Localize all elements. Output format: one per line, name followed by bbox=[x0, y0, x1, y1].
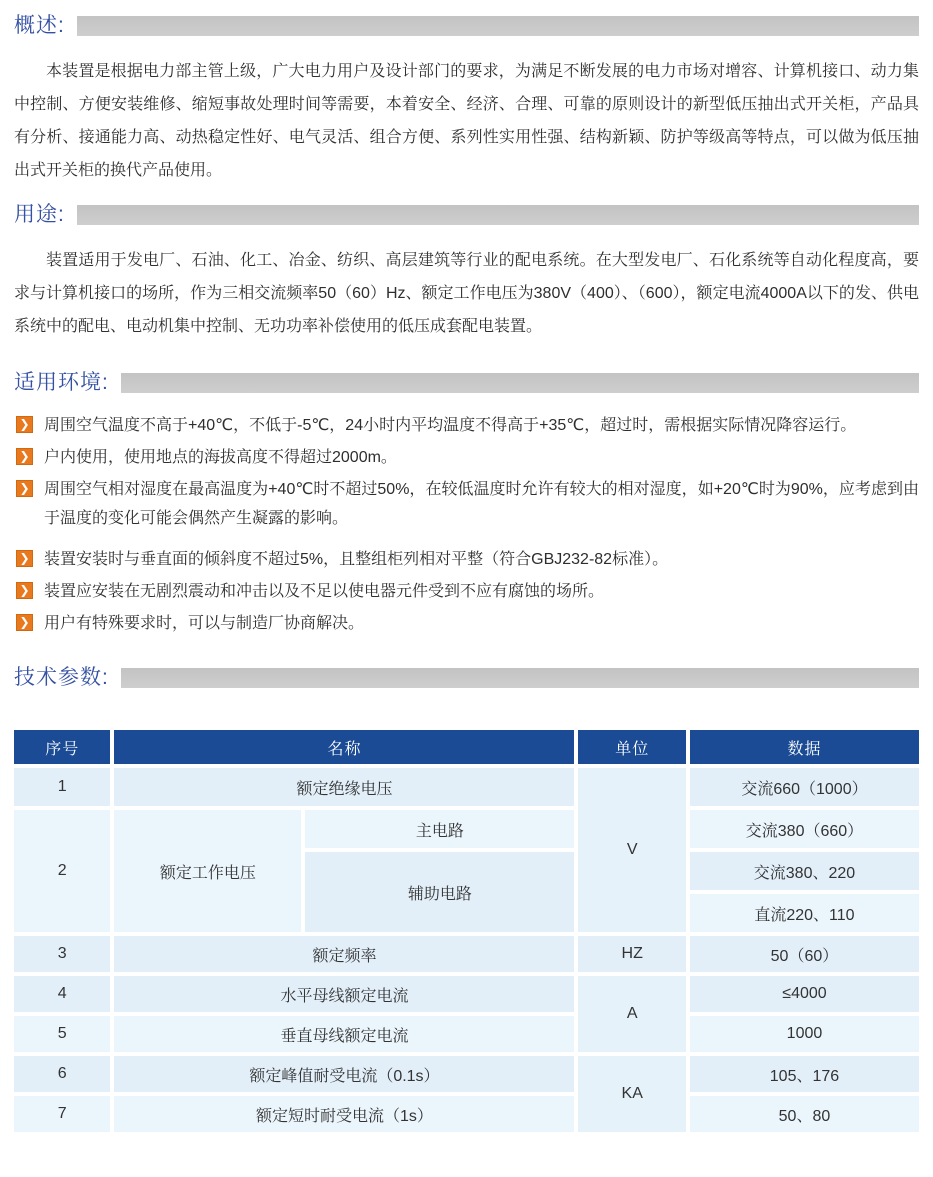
table-row bbox=[14, 1056, 919, 1092]
section-tech-params bbox=[14, 664, 919, 1136]
overview-paragraph: 本装置是根据电力部主管上级，广大电力用户及设计部门的要求，为满足不断发展的电力市场对增容、计算机接口、动力集中控制、方便安装维修、缩短事故处理时间等需要，本着安全、经济、合理、可靠的原则设计的新型低压抽出式开关柜，产品具有分析、接通能力高、动热稳定性好、电气灵活、组合方便、系列性实用性强、结构新颖、防护等级高等特点，可以做为低压抽出式开关柜的换代产品使用。 bbox=[14, 63, 919, 179]
table-header-row bbox=[14, 730, 919, 764]
cell-data: 交流380（660） bbox=[690, 810, 919, 848]
cell-name: 水平母线额定电流 bbox=[114, 976, 574, 1012]
chevron-right-icon: ❯ bbox=[16, 582, 33, 599]
usage-paragraph: 装置适用于发电厂、石油、化工、冶金、纺织、高层建筑等行业的配电系统。在大型发电厂、石化系统等自动化程度高，要求与计算机接口的场所，作为三相交流频率50（60）Hz、额定工作电压为380V（400）、（600），额定电流4000A以下的发、供电系统中的配电、电动机集中控制、无功功率补偿使用的低压成套配电装置。 bbox=[14, 252, 919, 335]
cell-data: ≤4000 bbox=[690, 976, 919, 1012]
environment-item-text: 用户有特殊要求时，可以与制造厂协商解决。 bbox=[44, 615, 365, 632]
section-tech-params-header bbox=[14, 664, 919, 692]
cell-name: 额定短时耐受电流（1s） bbox=[114, 1096, 574, 1132]
section-title-bar bbox=[121, 373, 919, 393]
section-overview-header bbox=[14, 12, 919, 40]
cell-name: 额定绝缘电压 bbox=[114, 768, 574, 806]
tech-params-table-wrap bbox=[10, 726, 923, 1136]
cell-data: 1000 bbox=[690, 1016, 919, 1052]
cell-name: 垂直母线额定电流 bbox=[114, 1016, 574, 1052]
cell-name: 额定频率 bbox=[114, 936, 574, 972]
chevron-right-icon: ❯ bbox=[16, 480, 33, 497]
chevron-right-icon: ❯ bbox=[16, 448, 33, 465]
cell-data: 交流380、220 bbox=[690, 852, 919, 890]
cell-subname: 主电路 bbox=[305, 810, 574, 848]
chevron-right-icon: ❯ bbox=[16, 614, 33, 631]
list-item bbox=[14, 609, 919, 638]
col-header-name: 名称 bbox=[114, 730, 574, 764]
section-usage bbox=[14, 201, 919, 343]
cell-unit: A bbox=[578, 976, 685, 1052]
section-title-bar bbox=[77, 205, 919, 225]
col-header-no: 序号 bbox=[14, 730, 110, 764]
section-title-tech-params: 技术参数: bbox=[14, 666, 109, 689]
cell-data: 50、80 bbox=[690, 1096, 919, 1132]
col-header-unit: 单位 bbox=[578, 730, 685, 764]
list-item bbox=[14, 475, 919, 533]
cell-no: 1 bbox=[14, 768, 110, 806]
table-row bbox=[14, 1016, 919, 1052]
list-item bbox=[14, 577, 919, 606]
cell-name: 额定峰值耐受电流（0.1s） bbox=[114, 1056, 574, 1092]
cell-data: 直流220、110 bbox=[690, 894, 919, 932]
cell-no: 5 bbox=[14, 1016, 110, 1052]
list-item bbox=[14, 411, 919, 440]
cell-no: 6 bbox=[14, 1056, 110, 1092]
cell-subname: 辅助电路 bbox=[305, 852, 574, 932]
section-title-overview: 概述: bbox=[14, 14, 65, 37]
environment-item-text: 装置安装时与垂直面的倾斜度不超过5%，且整组柜列相对平整（符合GBJ232-82标准）。 bbox=[44, 551, 669, 568]
table-row bbox=[14, 810, 919, 848]
environment-item-text: 周围空气相对湿度在最高温度为+40℃时不超过50%，在较低温度时允许有较大的相对湿度，如+20℃时为90%，应考虑到由于温度的变化可能会偶然产生凝露的影响。 bbox=[44, 481, 919, 527]
environment-item-text: 周围空气温度不高于+40℃，不低于-5℃，24小时内平均温度不得高于+35℃，超过时，需根据实际情况降容运行。 bbox=[44, 417, 857, 434]
cell-unit: HZ bbox=[578, 936, 685, 972]
environment-list bbox=[14, 411, 919, 638]
section-title-environment: 适用环境: bbox=[14, 371, 109, 394]
section-environment bbox=[14, 369, 919, 638]
chevron-right-icon: ❯ bbox=[16, 550, 33, 567]
section-title-bar bbox=[121, 668, 919, 688]
section-usage-header bbox=[14, 201, 919, 229]
list-item bbox=[14, 545, 919, 574]
cell-data: 交流660（1000） bbox=[690, 768, 919, 806]
table-row bbox=[14, 768, 919, 806]
cell-name: 额定工作电压 bbox=[114, 810, 301, 932]
cell-no: 7 bbox=[14, 1096, 110, 1132]
tech-params-table bbox=[10, 726, 923, 1136]
section-overview bbox=[14, 12, 919, 187]
environment-item-text: 户内使用，使用地点的海拔高度不得超过2000m。 bbox=[44, 449, 397, 466]
table-row bbox=[14, 976, 919, 1012]
section-environment-header bbox=[14, 369, 919, 397]
list-item bbox=[14, 443, 919, 472]
table-row bbox=[14, 936, 919, 972]
section-title-usage: 用途: bbox=[14, 203, 65, 226]
cell-data: 50（60） bbox=[690, 936, 919, 972]
section-title-bar bbox=[77, 16, 919, 36]
chevron-right-icon: ❯ bbox=[16, 416, 33, 433]
cell-no: 4 bbox=[14, 976, 110, 1012]
cell-no: 2 bbox=[14, 810, 110, 932]
cell-no: 3 bbox=[14, 936, 110, 972]
cell-data: 105、176 bbox=[690, 1056, 919, 1092]
cell-unit: KA bbox=[578, 1056, 685, 1132]
table-row bbox=[14, 1096, 919, 1132]
environment-item-text: 装置应安装在无剧烈震动和冲击以及不足以使电器元件受到不应有腐蚀的场所。 bbox=[44, 583, 605, 600]
cell-unit: V bbox=[578, 768, 685, 932]
col-header-data: 数据 bbox=[690, 730, 919, 764]
